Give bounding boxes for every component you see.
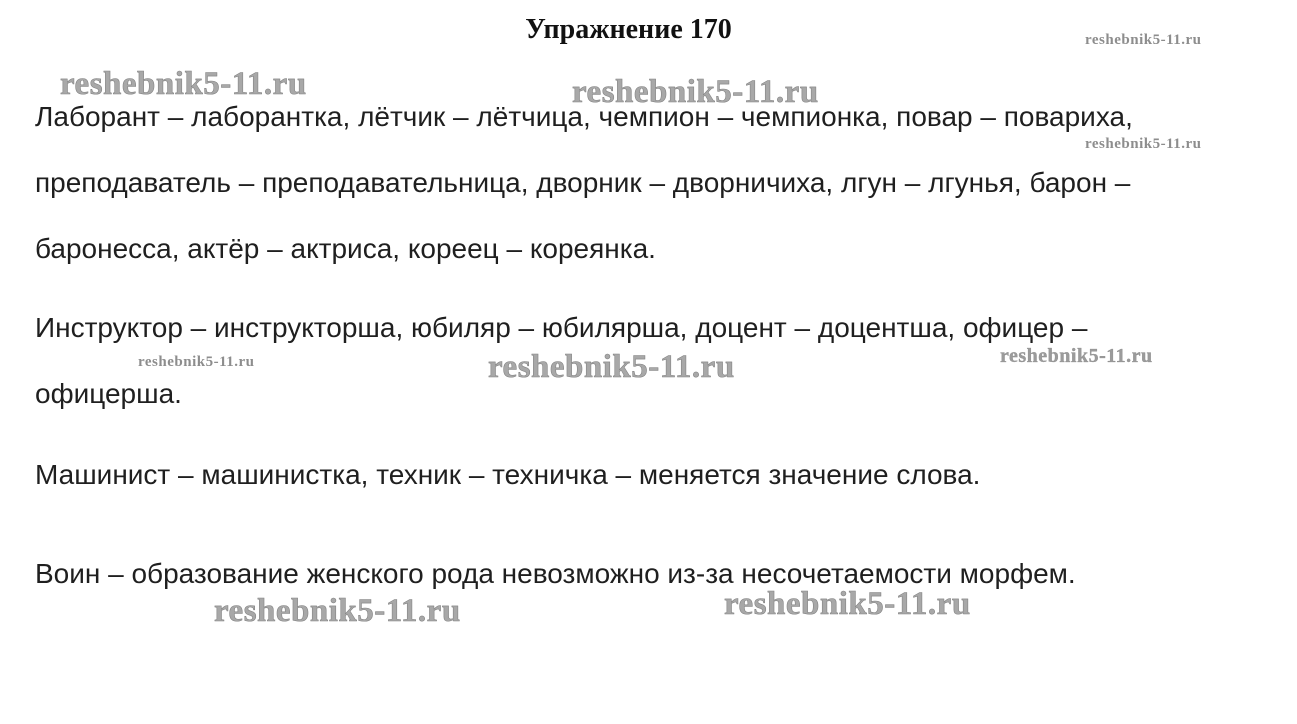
watermark: reshebnik5-11.ru bbox=[1000, 345, 1153, 367]
watermark: reshebnik5-11.ru bbox=[214, 593, 461, 629]
exercise-title: Упражнение 170 bbox=[525, 14, 732, 45]
watermark: reshebnik5-11.ru bbox=[572, 74, 819, 110]
answer-paragraph-4: Воин – образование женского рода невозможно из-за несочетаемости морфем. bbox=[35, 558, 1076, 589]
answer-paragraph-1: Лаборант – лаборантка, лётчик – лётчица, чемпион – чемпионка, повар – повариха, преподаватель – преподавательница, дворник – дворничиха, лгун – лгунья, барон – баронесса, актёр – актриса, кореец – кореянка. bbox=[35, 101, 1133, 264]
watermark: reshebnik5-11.ru bbox=[488, 349, 735, 385]
watermark: reshebnik5-11.ru bbox=[138, 354, 255, 370]
answer-paragraph-2: Инструктор – инструкторша, юбиляр – юбилярша, доцент – доцентша, офицер – офицерша. bbox=[35, 312, 1088, 409]
answer-paragraph-3: Машинист – машинистка, техник – техничка – меняется значение слова. bbox=[35, 459, 981, 490]
watermark: reshebnik5-11.ru bbox=[1085, 32, 1202, 48]
watermark: reshebnik5-11.ru bbox=[724, 586, 971, 622]
watermark: reshebnik5-11.ru bbox=[1085, 136, 1202, 152]
watermark: reshebnik5-11.ru bbox=[60, 66, 307, 102]
